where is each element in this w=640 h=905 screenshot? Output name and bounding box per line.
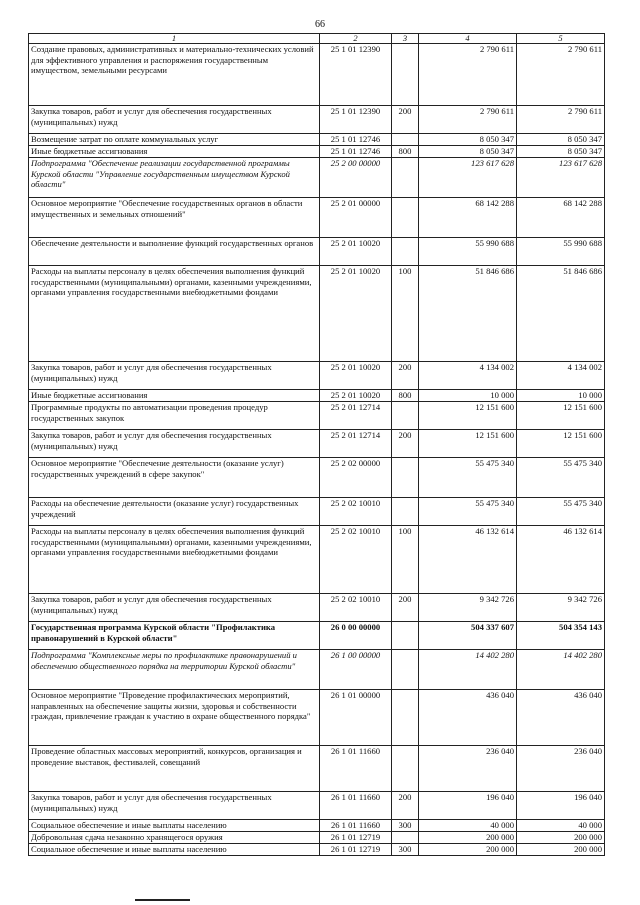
header-col-3: 3 — [392, 34, 419, 44]
row-value-year-2: 14 402 280 — [517, 650, 605, 690]
row-value-year-2: 12 151 600 — [517, 402, 605, 430]
row-value-year-2: 8 050 347 — [517, 146, 605, 158]
table-row — [29, 844, 605, 856]
table-row — [29, 526, 605, 594]
row-code: 25 1 01 12390 — [320, 44, 392, 106]
row-name: Закупка товаров, работ и услуг для обеспечения государственных (муниципальных) нужд — [29, 792, 320, 820]
row-expense-type — [392, 832, 419, 844]
row-code: 26 1 00 00000 — [320, 650, 392, 690]
row-name: Подпрограмма "Комплексные меры по профилактике правонарушений и обеспечению общественного порядка на территории Курской области" — [29, 650, 320, 690]
row-expense-type: 200 — [392, 594, 419, 622]
row-expense-type: 100 — [392, 526, 419, 594]
row-expense-type — [392, 402, 419, 430]
table-row — [29, 106, 605, 134]
row-expense-type — [392, 498, 419, 526]
row-name: Расходы на обеспечение деятельности (оказание услуг) государственных учреждений — [29, 498, 320, 526]
table-row — [29, 198, 605, 238]
row-expense-type — [392, 238, 419, 266]
row-code: 25 1 01 12746 — [320, 134, 392, 146]
header-col-2: 2 — [320, 34, 392, 44]
row-code: 25 2 01 10020 — [320, 238, 392, 266]
row-code: 26 1 01 00000 — [320, 690, 392, 746]
row-value-year-1: 2 790 611 — [419, 106, 517, 134]
row-code: 26 0 00 00000 — [320, 622, 392, 650]
table-row — [29, 134, 605, 146]
row-expense-type — [392, 134, 419, 146]
row-value-year-1: 14 402 280 — [419, 650, 517, 690]
row-code: 25 2 02 10010 — [320, 594, 392, 622]
row-value-year-2: 40 000 — [517, 820, 605, 832]
table-row — [29, 498, 605, 526]
row-name: Создание правовых, административных и материально-технических условий для эффективного управления и распоряжения государственным имуществом, земельными ресурсами — [29, 44, 320, 106]
row-value-year-2: 196 040 — [517, 792, 605, 820]
row-value-year-1: 10 000 — [419, 390, 517, 402]
row-value-year-1: 40 000 — [419, 820, 517, 832]
row-value-year-1: 9 342 726 — [419, 594, 517, 622]
row-name: Иные бюджетные ассигнования — [29, 390, 320, 402]
row-expense-type — [392, 690, 419, 746]
table-row — [29, 238, 605, 266]
table-row — [29, 792, 605, 820]
row-value-year-2: 4 134 002 — [517, 362, 605, 390]
row-code: 25 2 00 00000 — [320, 158, 392, 198]
table-row — [29, 690, 605, 746]
table-row — [29, 458, 605, 498]
row-expense-type: 200 — [392, 106, 419, 134]
row-value-year-2: 12 151 600 — [517, 430, 605, 458]
row-value-year-1: 55 475 340 — [419, 498, 517, 526]
row-expense-type: 100 — [392, 266, 419, 362]
row-code: 25 1 01 12390 — [320, 106, 392, 134]
row-name: Социальное обеспечение и иные выплаты населению — [29, 820, 320, 832]
row-value-year-1: 436 040 — [419, 690, 517, 746]
row-expense-type — [392, 622, 419, 650]
row-value-year-2: 51 846 686 — [517, 266, 605, 362]
row-name: Программные продукты по автоматизации проведения процедур государственных закупок — [29, 402, 320, 430]
table-row — [29, 746, 605, 792]
row-value-year-2: 55 990 688 — [517, 238, 605, 266]
row-code: 25 2 01 00000 — [320, 198, 392, 238]
row-name: Основное мероприятие "Обеспечение деятельности (оказание услуг) государственных учреждений в сфере закупок" — [29, 458, 320, 498]
row-value-year-2: 9 342 726 — [517, 594, 605, 622]
row-code: 25 2 01 10020 — [320, 362, 392, 390]
row-expense-type — [392, 198, 419, 238]
row-expense-type: 300 — [392, 820, 419, 832]
row-code: 25 2 01 12714 — [320, 402, 392, 430]
row-name: Закупка товаров, работ и услуг для обеспечения государственных (муниципальных) нужд — [29, 594, 320, 622]
row-value-year-1: 51 846 686 — [419, 266, 517, 362]
table-row — [29, 622, 605, 650]
row-name: Расходы на выплаты персоналу в целях обеспечения выполнения функций государственными (муниципальными) органами, казенными учреждениями, органами управления государственными внебюджетными фондами — [29, 526, 320, 594]
row-code: 25 1 01 12746 — [320, 146, 392, 158]
row-expense-type — [392, 44, 419, 106]
row-value-year-2: 436 040 — [517, 690, 605, 746]
row-name: Закупка товаров, работ и услуг для обеспечения государственных (муниципальных) нужд — [29, 430, 320, 458]
table-row — [29, 820, 605, 832]
table-row — [29, 266, 605, 362]
row-value-year-1: 196 040 — [419, 792, 517, 820]
row-value-year-1: 200 000 — [419, 832, 517, 844]
table-row — [29, 158, 605, 198]
row-value-year-2: 8 050 347 — [517, 134, 605, 146]
row-code: 25 2 01 10020 — [320, 390, 392, 402]
row-expense-type: 800 — [392, 146, 419, 158]
row-expense-type — [392, 158, 419, 198]
row-value-year-2: 504 354 143 — [517, 622, 605, 650]
row-code: 25 2 02 00000 — [320, 458, 392, 498]
row-name: Основное мероприятие "Обеспечение государственных органов в области имущественных и земельных отношений" — [29, 198, 320, 238]
row-value-year-1: 236 040 — [419, 746, 517, 792]
row-name: Подпрограмма "Обеспечение реализации государственной программы Курской области "Управление государственным имуществом Курской области" — [29, 158, 320, 198]
row-value-year-2: 2 790 611 — [517, 106, 605, 134]
row-expense-type — [392, 650, 419, 690]
row-expense-type: 800 — [392, 390, 419, 402]
row-name: Расходы на выплаты персоналу в целях обеспечения выполнения функций государственными (муниципальными) органами, казенными учреждениями, органами управления государственными внебюджетными фондами — [29, 266, 320, 362]
table-row — [29, 390, 605, 402]
page-number: 66 — [315, 19, 325, 30]
row-code: 25 2 02 10010 — [320, 498, 392, 526]
row-value-year-2: 55 475 340 — [517, 458, 605, 498]
row-value-year-2: 200 000 — [517, 832, 605, 844]
row-value-year-1: 12 151 600 — [419, 402, 517, 430]
header-col-5: 5 — [517, 34, 605, 44]
row-name: Основное мероприятие "Проведение профилактических мероприятий, направленных на обеспечение защиты жизни, здоровья и собственности граждан, привлечение граждан к участию в охране общественного порядка" — [29, 690, 320, 746]
row-code: 26 1 01 11660 — [320, 746, 392, 792]
row-code: 26 1 01 12719 — [320, 844, 392, 856]
row-name: Добровольная сдача незаконно хранящегося оружия — [29, 832, 320, 844]
row-value-year-1: 200 000 — [419, 844, 517, 856]
row-code: 26 1 01 12719 — [320, 832, 392, 844]
row-expense-type: 200 — [392, 362, 419, 390]
row-expense-type: 200 — [392, 430, 419, 458]
row-name: Проведение областных массовых мероприятий, конкурсов, организация и проведение выставок, фестивалей, совещаний — [29, 746, 320, 792]
row-expense-type: 200 — [392, 792, 419, 820]
row-name: Возмещение затрат по оплате коммунальных услуг — [29, 134, 320, 146]
row-code: 25 2 01 12714 — [320, 430, 392, 458]
row-expense-type — [392, 458, 419, 498]
row-name: Обеспечение деятельности и выполнение функций государственных органов — [29, 238, 320, 266]
table-row — [29, 362, 605, 390]
header-col-4: 4 — [419, 34, 517, 44]
table-row — [29, 650, 605, 690]
row-expense-type: 300 — [392, 844, 419, 856]
row-value-year-2: 46 132 614 — [517, 526, 605, 594]
footer-mark — [135, 899, 190, 901]
header-col-1: 1 — [29, 34, 320, 44]
row-value-year-1: 8 050 347 — [419, 134, 517, 146]
row-code: 26 1 01 11660 — [320, 820, 392, 832]
row-name: Государственная программа Курской области "Профилактика правонарушений в Курской области" — [29, 622, 320, 650]
table-header-row — [29, 34, 605, 44]
table-row — [29, 832, 605, 844]
budget-table — [28, 33, 605, 856]
row-value-year-2: 10 000 — [517, 390, 605, 402]
row-value-year-2: 55 475 340 — [517, 498, 605, 526]
row-code: 26 1 01 11660 — [320, 792, 392, 820]
row-value-year-1: 123 617 628 — [419, 158, 517, 198]
row-value-year-1: 55 475 340 — [419, 458, 517, 498]
table-row — [29, 146, 605, 158]
row-value-year-1: 8 050 347 — [419, 146, 517, 158]
row-code: 25 2 01 10020 — [320, 266, 392, 362]
row-name: Закупка товаров, работ и услуг для обеспечения государственных (муниципальных) нужд — [29, 106, 320, 134]
row-value-year-1: 2 790 611 — [419, 44, 517, 106]
row-value-year-2: 200 000 — [517, 844, 605, 856]
row-expense-type — [392, 746, 419, 792]
row-value-year-2: 236 040 — [517, 746, 605, 792]
row-name: Социальное обеспечение и иные выплаты населению — [29, 844, 320, 856]
row-value-year-1: 46 132 614 — [419, 526, 517, 594]
row-code: 25 2 02 10010 — [320, 526, 392, 594]
row-value-year-1: 504 337 607 — [419, 622, 517, 650]
table-row — [29, 430, 605, 458]
row-value-year-1: 4 134 002 — [419, 362, 517, 390]
table-row — [29, 402, 605, 430]
row-value-year-2: 68 142 288 — [517, 198, 605, 238]
row-value-year-1: 68 142 288 — [419, 198, 517, 238]
row-value-year-2: 123 617 628 — [517, 158, 605, 198]
row-name: Иные бюджетные ассигнования — [29, 146, 320, 158]
row-value-year-2: 2 790 611 — [517, 44, 605, 106]
row-value-year-1: 55 990 688 — [419, 238, 517, 266]
table-row — [29, 594, 605, 622]
table-row — [29, 44, 605, 106]
row-name: Закупка товаров, работ и услуг для обеспечения государственных (муниципальных) нужд — [29, 362, 320, 390]
row-value-year-1: 12 151 600 — [419, 430, 517, 458]
